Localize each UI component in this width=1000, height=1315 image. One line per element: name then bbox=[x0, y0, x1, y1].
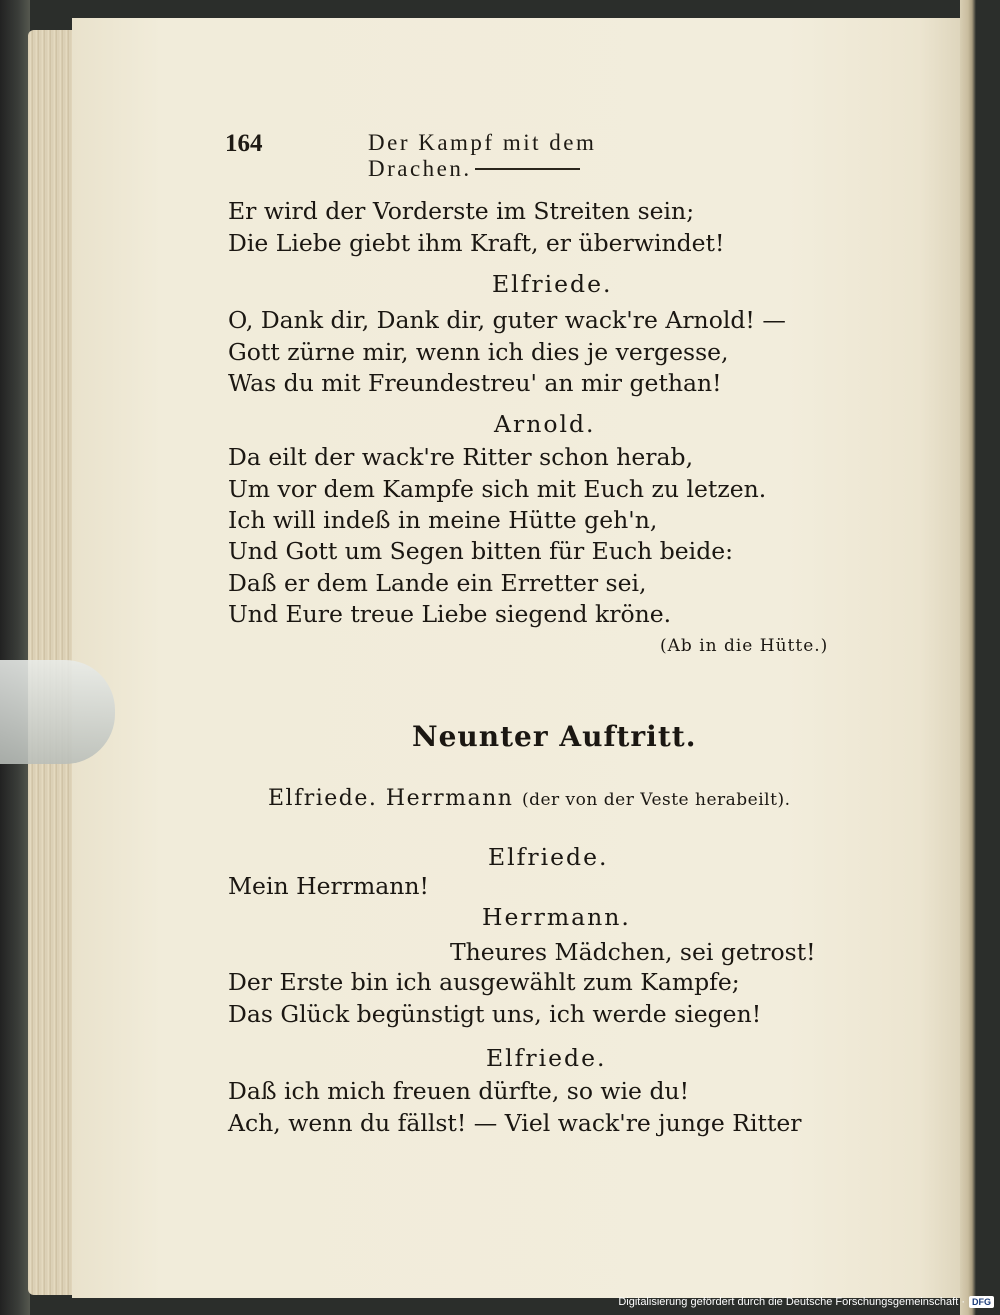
page-header bbox=[225, 130, 705, 181]
verse-line: Er wird der Vorderste im Streiten sein; bbox=[228, 197, 695, 225]
verse-line: Und Gott um Segen bitten für Euch beide: bbox=[228, 537, 734, 565]
verse-line: Und Eure treue Liebe siegend kröne. bbox=[228, 600, 672, 628]
page-number: 164 bbox=[225, 130, 263, 157]
verse-line: Ich will indeß in meine Hütte geh'n, bbox=[228, 506, 658, 534]
verse-line: Gott zürne mir, wenn ich dies je vergesse, bbox=[228, 338, 729, 366]
running-title: Der Kampf mit dem Drachen. bbox=[368, 130, 597, 181]
verse-line: Der Erste bin ich ausgewählt zum Kampfe; bbox=[228, 968, 740, 996]
digitization-credit bbox=[618, 1293, 994, 1311]
scan-background-left bbox=[0, 0, 30, 1315]
verse-line: Das Glück begünstigt uns, ich werde siegen! bbox=[228, 1000, 762, 1028]
speaker-name: Arnold. bbox=[494, 410, 596, 438]
cast-note: (der von der Veste herabeilt). bbox=[521, 790, 791, 810]
stage-direction: (Ab in die Hütte.) bbox=[660, 636, 829, 656]
dfg-logo-icon: DFG bbox=[969, 1296, 994, 1308]
speaker-name: Herrmann. bbox=[482, 903, 631, 931]
header-rule bbox=[475, 168, 580, 170]
verse-line: Theures Mädchen, sei getrost! bbox=[450, 938, 816, 966]
speaker-name: Elfriede. bbox=[492, 270, 613, 298]
verse-line: Ach, wenn du fällst! — Viel wack're junge Ritter bbox=[228, 1109, 802, 1137]
verse-line: Die Liebe giebt ihm Kraft, er überwindet! bbox=[228, 229, 725, 257]
speaker-name: Elfriede. bbox=[488, 843, 609, 871]
credit-text: Digitalisierung gefördert durch die Deutsche Forschungsgemeinschaft · bbox=[618, 1296, 965, 1308]
verse-line: Was du mit Freundestreu' an mir gethan! bbox=[228, 369, 722, 397]
scanner-clamp bbox=[0, 660, 115, 764]
verse-line: Mein Herrmann! bbox=[228, 872, 429, 900]
cast-names: Elfriede. Herrmann bbox=[268, 786, 514, 811]
cast-list bbox=[268, 786, 790, 811]
verse-line: Daß er dem Lande ein Erretter sei, bbox=[228, 569, 647, 597]
scene-heading: Neunter Auftritt. bbox=[412, 720, 697, 753]
speaker-name: Elfriede. bbox=[486, 1044, 607, 1072]
next-page-edge bbox=[960, 0, 1000, 1315]
verse-line: Daß ich mich freuen dürfte, so wie du! bbox=[228, 1077, 690, 1105]
verse-line: Um vor dem Kampfe sich mit Euch zu letzen. bbox=[228, 475, 767, 503]
verse-line: Da eilt der wack're Ritter schon herab, bbox=[228, 443, 694, 471]
verse-line: O, Dank dir, Dank dir, guter wack're Arnold! — bbox=[228, 306, 786, 334]
